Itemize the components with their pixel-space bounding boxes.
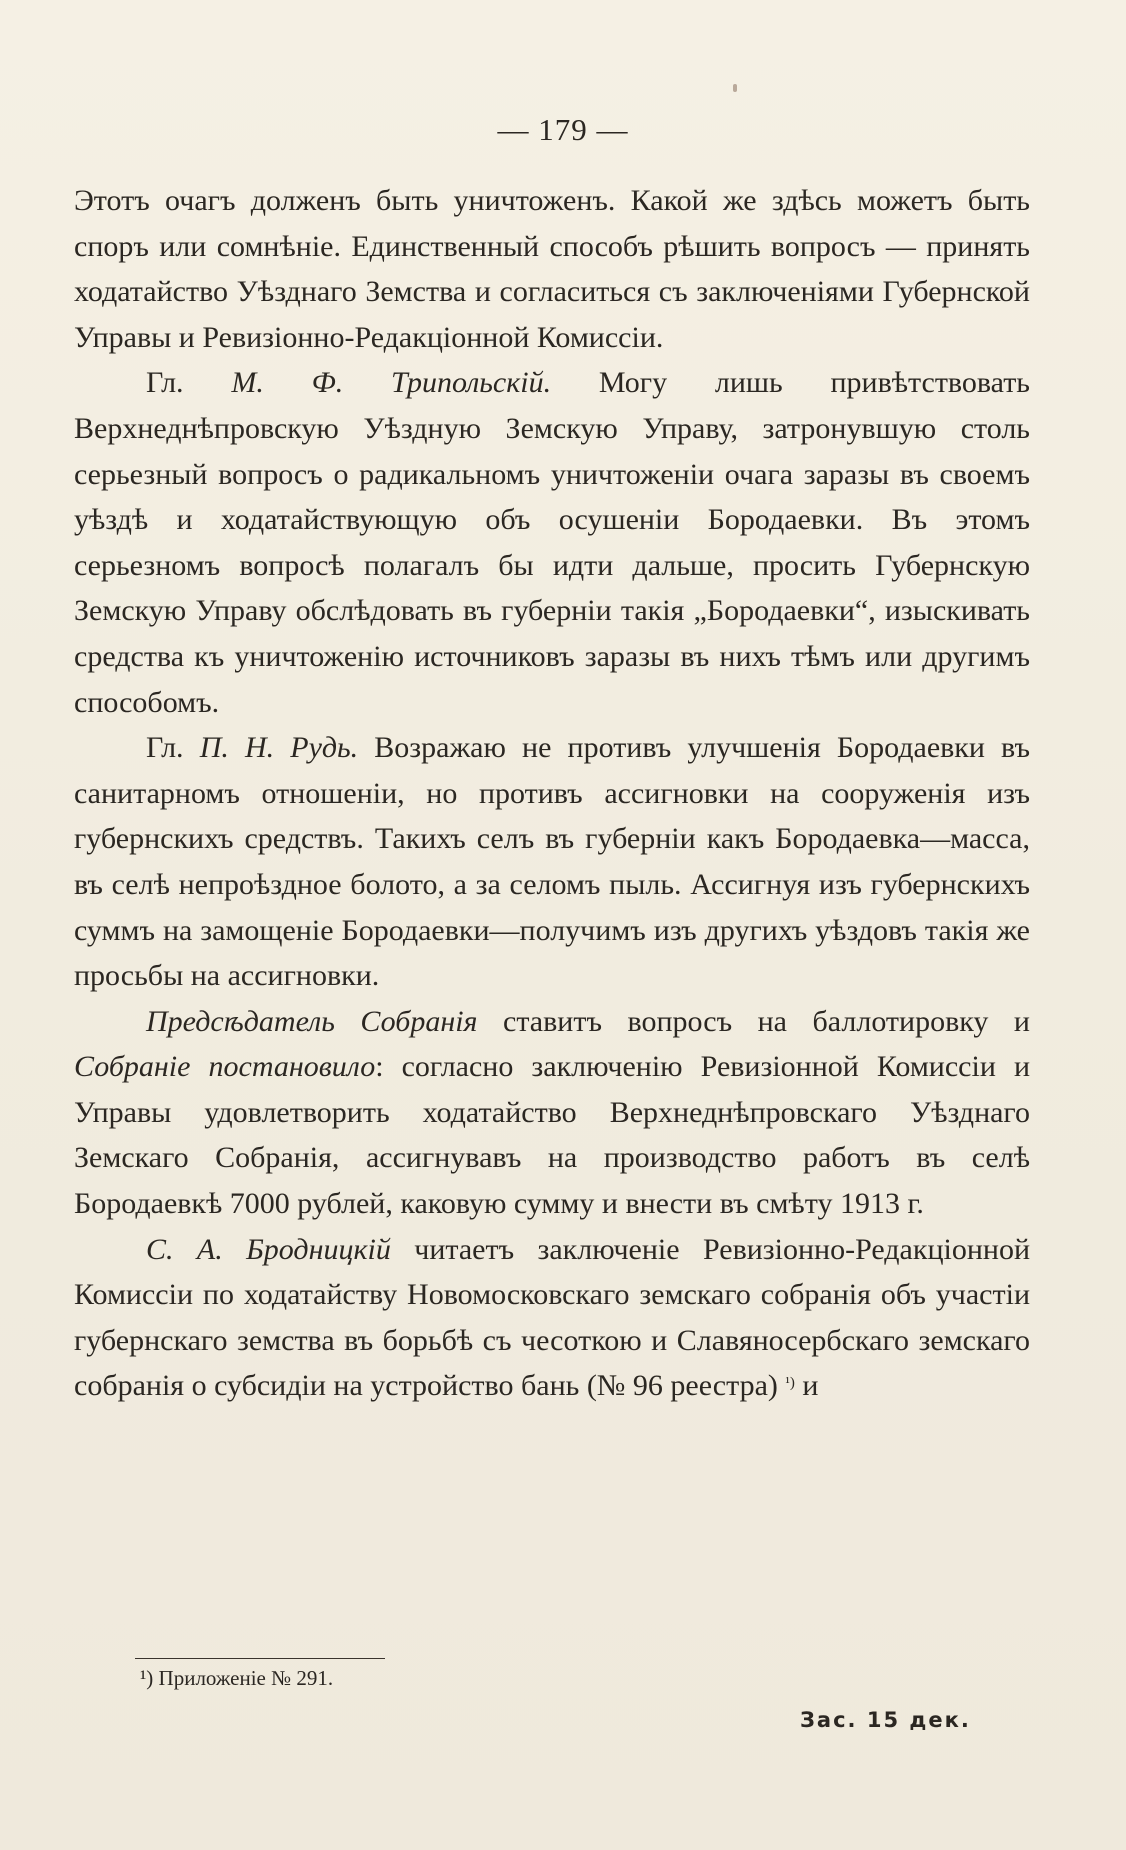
speaker-name: М. Ф. Трипольскій. [231, 366, 552, 400]
footnote-divider [135, 1658, 385, 1659]
text-run: Возражаю не противъ улучшенія Бородаевки въ санитарномъ отношеніи, но противъ ассигновки на сооруженія изъ губернскихъ средствъ. Такихъ селъ въ губерніи какъ Бородаевка—масса, въ селѣ непроѣздное болото, а за селомъ пыль. Ассигнуя изъ губернскихъ суммъ на замощеніе Бородаевки—получимъ изъ другихъ уѣздовъ такія же просьбы на ассигновки. [74, 731, 1030, 993]
footnote-reference: ¹) [785, 1375, 795, 1392]
text-run: : согласно заключенію Ревизіонной Комиссіи и Управы удовлетворить ходатайство Верхнеднѣпровскаго Уѣзднаго Земскаго Собранія, ассигнувавъ на производство работъ въ селѣ Бородаевкѣ 7000 рублей, каковую сумму и внести въ смѣту 1913 г. [74, 1050, 1030, 1221]
footnote-marker: ¹) [140, 1666, 154, 1690]
text-run: читаетъ заключеніе Ревизіонно-Редакціонной Комиссіи по ходатайству Новомосковскаго земскаго собранія объ участіи губернскаго земства въ борьбѣ съ чесоткою и Славяносербскаго земскаго собранія о субсидіи на устройство бань (№ 96 реестра) [74, 1232, 1030, 1403]
paragraph-2 [74, 360, 1030, 725]
page-number: — 179 — [497, 112, 629, 147]
resolution-label: Собраніе постановило [74, 1050, 376, 1084]
footnote-text: Приложеніе № 291. [158, 1666, 334, 1690]
paper-speck [733, 84, 737, 92]
text-run: и [794, 1369, 819, 1403]
paragraph-3 [74, 725, 1030, 999]
text-run: Гл. [146, 731, 200, 765]
paragraph-1 [74, 178, 1030, 360]
footnote [140, 1665, 333, 1691]
text-run: Гл. [146, 366, 232, 400]
text-run: Этотъ очагъ долженъ быть уничтоженъ. Какой же здѣсь можетъ быть споръ или сомнѣніе. Единственный способъ рѣшить вопросъ — принять ходатайство Уѣзднаго Земства и согласиться съ заключеніями Губернской Управы и Ревизіонно-Редакціонной Комиссіи. [74, 184, 1030, 354]
main-text [74, 178, 1030, 1415]
speaker-name: С. А. Бродницкій [146, 1232, 391, 1266]
text-run: Могу лишь привѣтствовать Верхнеднѣпровскую Уѣздную Земскую Управу, затронувшую столь серьезный вопросъ о радикальномъ уничтоженіи очага заразы въ своемъ уѣздѣ и ходатайствующую объ осушеніи Бородаевки. Въ этомъ серьезномъ вопросѣ полагалъ бы идти дальше, просить Губернскую Земскую Управу обслѣдовать въ губерніи такія „Бородаевки“, изыскивать средства къ уничтоженію источниковъ заразы въ нихъ тѣмъ или другимъ способомъ. [74, 366, 1030, 719]
session-signature: Зас. 15 дек. [800, 1708, 971, 1732]
chair-label: Предсѣдатель Собранія [146, 1004, 478, 1038]
text-run: ставитъ вопросъ на баллотировку и [477, 1004, 1030, 1038]
paragraph-4 [74, 999, 1030, 1227]
paragraph-5 [74, 1227, 1030, 1415]
speaker-name: П. Н. Рудь. [199, 731, 359, 765]
